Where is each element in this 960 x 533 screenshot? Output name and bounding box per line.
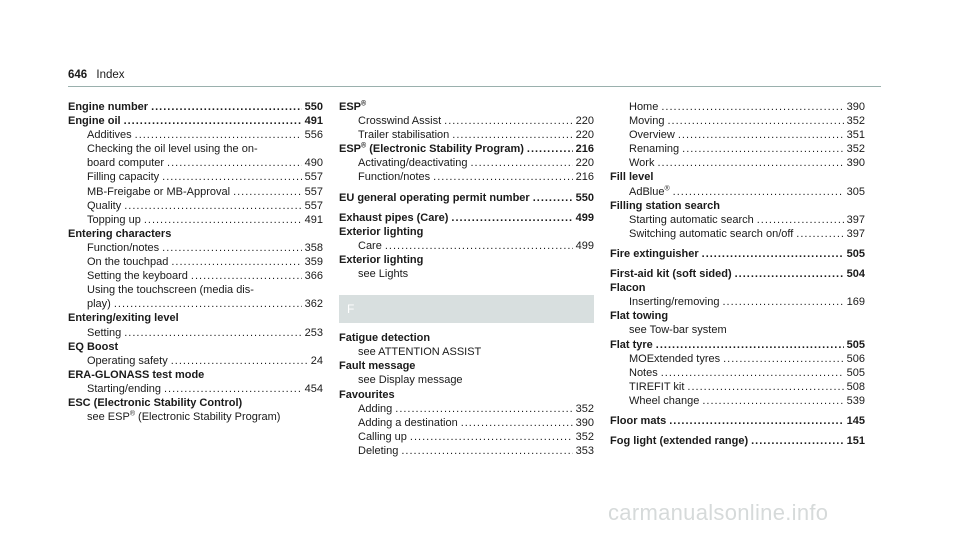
index-subentry[interactable]: Crosswind Assist ..... 220 (339, 114, 594, 128)
index-subentry[interactable]: Notes ..... 505 (610, 366, 865, 380)
index-heading: EQ Boost (68, 340, 119, 353)
index-subentry[interactable]: Home ..... 390 (610, 100, 865, 114)
index-subentry-line: Checking the oil level using the on- (87, 143, 258, 156)
index-heading: Entering/exiting level (68, 312, 179, 325)
index-heading: Entering characters (68, 227, 172, 240)
index-column-2 (339, 100, 594, 458)
index-heading: Fill level (610, 171, 654, 184)
index-entry[interactable]: First-aid kit (soft sided) ..... 504 (610, 267, 865, 281)
index-entry[interactable]: Flat tyre ..... 505 (610, 338, 865, 352)
index-subentry[interactable]: Adding ..... 352 (339, 402, 594, 416)
index-heading: Exterior lighting (339, 253, 424, 266)
header-rule (68, 86, 881, 87)
index-subentry[interactable]: AdBlue® ..... 305 (610, 185, 865, 199)
index-subentry[interactable]: Operating safety ..... 24 (68, 354, 323, 368)
index-subentry[interactable]: Deleting ..... 353 (339, 444, 594, 458)
page-title: Index (96, 69, 125, 81)
index-heading: ERA-GLONASS test mode (68, 368, 205, 381)
index-entry[interactable]: Floor mats ..... 145 (610, 414, 865, 428)
index-heading: Flacon (610, 282, 646, 295)
index-subentry[interactable]: Starting/ending ..... 454 (68, 382, 323, 396)
page-header (68, 69, 125, 81)
index-subentry[interactable]: Starting automatic search ..... 397 (610, 213, 865, 227)
index-subentry[interactable]: Function/notes ..... 358 (68, 241, 323, 255)
index-subentry[interactable]: Calling up ..... 352 (339, 430, 594, 444)
index-subentry[interactable]: Overview ..... 351 (610, 128, 865, 142)
index-subentry[interactable]: Additives ..... 556 (68, 128, 323, 142)
index-entry[interactable]: ESP® (Electronic Stability Program) ..... 216 (339, 142, 594, 156)
index-subentry[interactable]: TIREFIT kit ..... 508 (610, 380, 865, 394)
index-see-reference[interactable]: see Lights (358, 268, 409, 281)
index-subentry[interactable]: Moving ..... 352 (610, 114, 865, 128)
index-entry[interactable]: Fog light (extended range) ..... 151 (610, 434, 865, 448)
index-subentry[interactable]: Topping up ..... 491 (68, 213, 323, 227)
index-entry[interactable]: EU general operating permit number ..... 550 (339, 191, 594, 205)
index-subentry[interactable]: Filling capacity ..... 557 (68, 170, 323, 184)
watermark: carmanualsonline.info (608, 500, 829, 525)
index-heading: ESC (Electronic Stability Control) (68, 396, 243, 409)
index-subentry[interactable]: Setting the keyboard ..... 366 (68, 269, 323, 283)
index-subentry[interactable]: Renaming ..... 352 (610, 142, 865, 156)
index-heading: Filling station search (610, 199, 721, 212)
index-subentry[interactable]: Adding a destination ..... 390 (339, 416, 594, 430)
index-subentry[interactable]: Trailer stabilisation ..... 220 (339, 128, 594, 142)
index-subentry[interactable]: Quality ..... 557 (68, 199, 323, 213)
page-number: 646 (68, 69, 88, 81)
section-letter-band: F (339, 295, 594, 323)
index-heading: ESP® (339, 100, 367, 113)
index-subentry[interactable]: board computer ..... 490 (68, 156, 323, 170)
index-subentry[interactable]: Switching automatic search on/off ..... 397 (610, 227, 865, 241)
index-heading: Flat towing (610, 310, 669, 323)
index-see-reference[interactable]: see Tow-bar system (629, 324, 727, 337)
index-subentry[interactable]: MB-Freigabe or MB-Approval ..... 557 (68, 185, 323, 199)
index-subentry[interactable]: Care ..... 499 (339, 239, 594, 253)
index-heading: Exterior lighting (339, 225, 424, 238)
index-entry[interactable]: Fire extinguisher ..... 505 (610, 247, 865, 261)
index-subentry[interactable]: Setting ..... 253 (68, 326, 323, 340)
index-see-reference[interactable]: see Display message (358, 374, 463, 387)
index-heading: Fault message (339, 360, 416, 373)
index-column-3 (610, 100, 865, 448)
index-subentry[interactable]: Wheel change ..... 539 (610, 394, 865, 408)
index-entry[interactable]: Engine number ..... 550 (68, 100, 323, 114)
index-entry[interactable]: Engine oil ..... 491 (68, 114, 323, 128)
index-see-reference[interactable]: see ATTENTION ASSIST (358, 346, 482, 359)
index-see-reference[interactable]: see ESP® (Electronic Stability Program) (87, 410, 281, 424)
index-subentry[interactable]: Function/notes ..... 216 (339, 170, 594, 184)
index-subentry[interactable]: play) ..... 362 (68, 297, 323, 311)
index-heading: Fatigue detection (339, 332, 431, 345)
index-subentry[interactable]: Work ..... 390 (610, 156, 865, 170)
index-subentry[interactable]: Inserting/removing ..... 169 (610, 295, 865, 309)
index-subentry[interactable]: MOExtended tyres ..... 506 (610, 352, 865, 366)
index-subentry[interactable]: Activating/deactivating ..... 220 (339, 156, 594, 170)
index-entry[interactable]: Exhaust pipes (Care) ..... 499 (339, 211, 594, 225)
index-heading: Favourites (339, 388, 395, 401)
index-subentry[interactable]: On the touchpad ..... 359 (68, 255, 323, 269)
index-column-1 (68, 100, 323, 424)
index-subentry-line: Using the touchscreen (media dis- (87, 284, 254, 297)
